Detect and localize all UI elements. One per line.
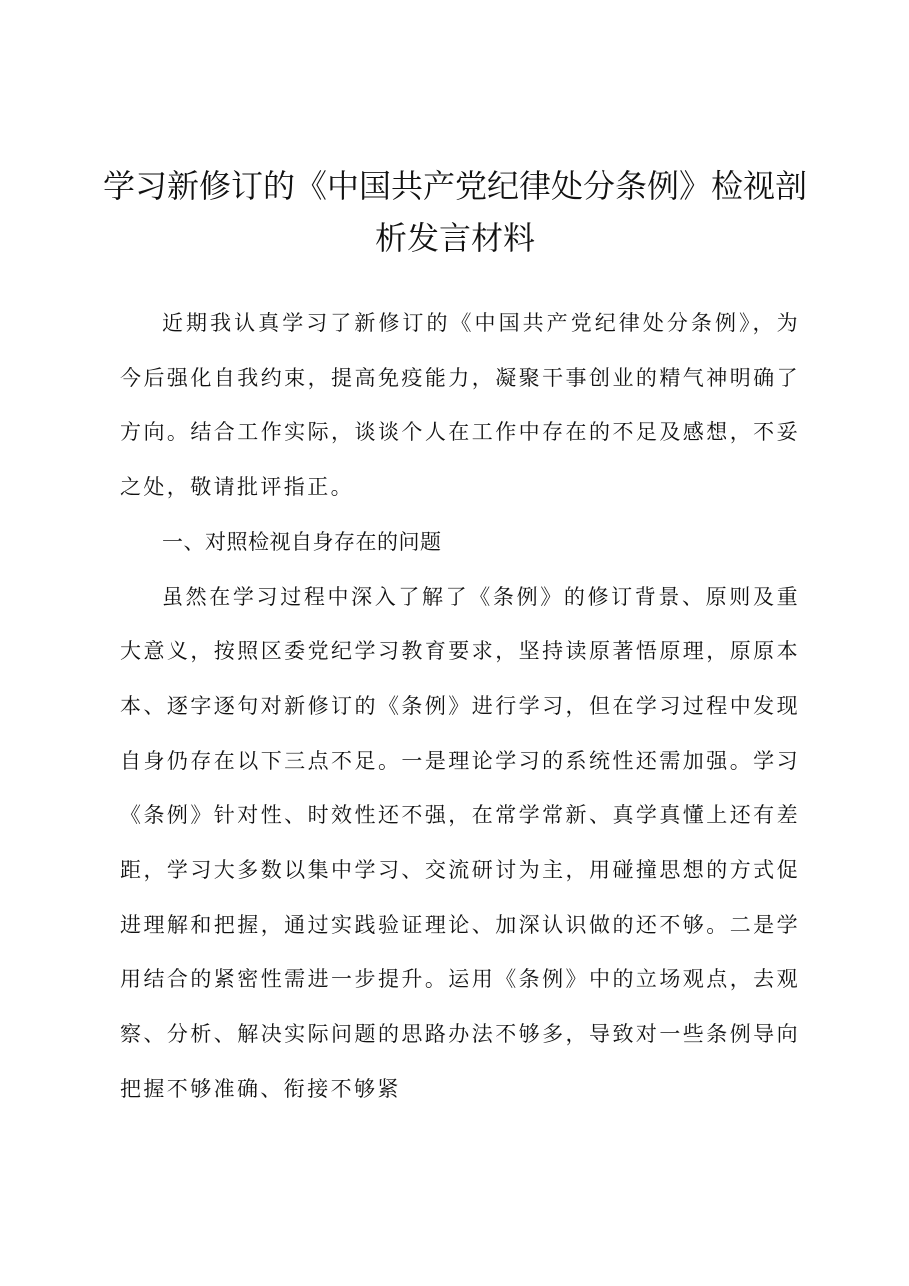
document-title: 学习新修订的《中国共产党纪律处分条例》检视剖析发言材料 <box>102 167 807 257</box>
intro-paragraph: 近期我认真学习了新修订的《中国共产党纪律处分条例》，为今后强化自我约束，提高免疫能力，凝聚干事创业的精气神明确了方向。结合工作实际，谈谈个人在工作中存在的不足及感想，不妥之处，敬请批评指正。 <box>120 311 800 500</box>
section-heading: 一、对照检视自身存在的问题 <box>162 529 442 554</box>
document-body <box>120 296 800 1117</box>
body-paragraph: 虽然在学习过程中深入了解了《条例》的修订背景、原则及重大意义，按照区委党纪学习教育要求，坚持读原著悟原理，原原本本、逐字逐句对新修订的《条例》进行学习，但在学习过程中发现自身仍存在以下三点不足。一是理论学习的系统性还需加强。学习《条例》针对性、时效性还不强，在常学常新、真学真懂上还有差距，学习大多数以集中学习、交流研讨为主，用碰撞思想的方式促进理解和把握，通过实践验证理论、加深认识做的还不够。二是学用结合的紧密性需进一步提升。运用《条例》中的立场观点，去观察、分析、解决实际问题的思路办法不够多，导致对一些条例导向把握不够准确、衔接不够紧 <box>120 584 800 1101</box>
